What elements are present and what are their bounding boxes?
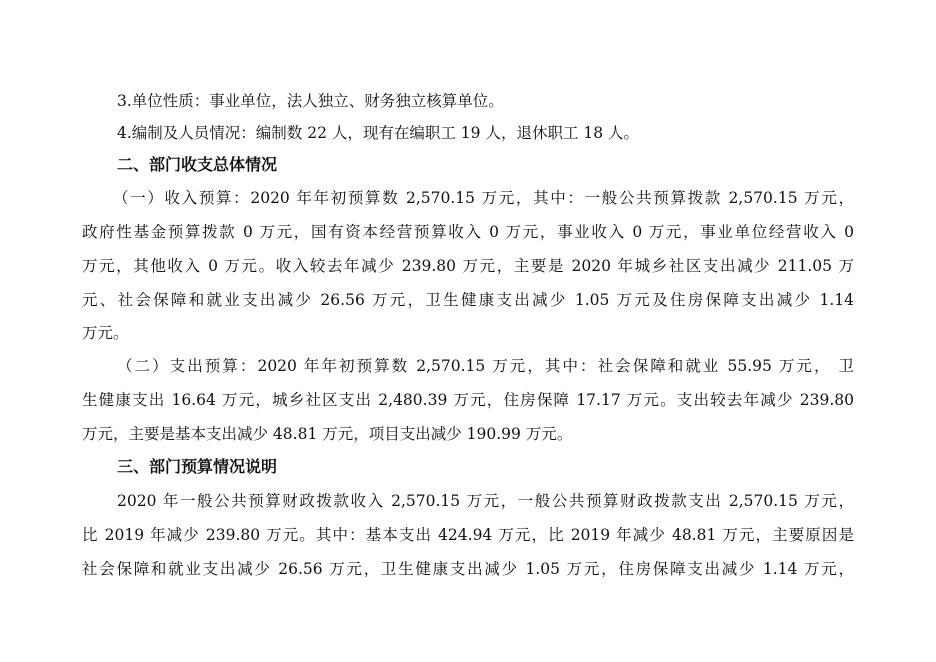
- expenditure-line-1: （二）支出预算：2020 年年初预算数 2,570.15 万元，其中：社会保障和就业 55.95 万元， 卫: [117, 357, 854, 375]
- section-3-heading: 三、部门预算情况说明: [117, 457, 278, 476]
- section-2-heading: 二、部门收支总体情况: [117, 155, 278, 174]
- expenditure-line-3: 万元，主要是基本支出减少 48.81 万元，项目支出减少 190.99 万元。: [82, 425, 573, 443]
- unit-nature-text: 3.单位性质：事业单位，法人独立、财务独立核算单位。: [117, 92, 504, 110]
- budget-line-3: 社会保障和就业支出减少 26.56 万元，卫生健康支出减少 1.05 万元，住房保障支出减少 1.14 万元，: [82, 560, 854, 578]
- staffing-text: 4.编制及人员情况：编制数 22 人，现有在编职工 19 人，退休职工 18 人。: [117, 124, 640, 142]
- income-line-5: 万元。: [82, 324, 129, 342]
- income-line-2: 政府性基金预算拨款 0 万元，国有资本经营预算收入 0 万元，事业收入 0 万元，事业单位经营收入 0: [82, 223, 854, 241]
- budget-line-1: 2020 年一般公共预算财政拨款收入 2,570.15 万元，一般公共预算财政拨款支出 2,570.15 万元，: [117, 492, 854, 510]
- budget-line-2: 比 2019 年减少 239.80 万元。其中：基本支出 424.94 万元，比 2019 年减少 48.81 万元，主要原因是: [82, 526, 854, 544]
- expenditure-line-2: 生健康支出 16.64 万元，城乡社区支出 2,480.39 万元，住房保障 17.17 万元。支出较去年减少 239.80: [82, 391, 854, 409]
- income-line-4: 元、社会保障和就业支出减少 26.56 万元，卫生健康支出减少 1.05 万元及住房保障支出减少 1.14: [82, 291, 854, 309]
- income-line-1: （一）收入预算：2020 年年初预算数 2,570.15 万元，其中：一般公共预算拨款 2,570.15 万元，: [113, 189, 854, 207]
- income-line-3: 万元，其他收入 0 万元。收入较去年减少 239.80 万元，主要是 2020 年城乡社区支出减少 211.05 万: [82, 257, 854, 275]
